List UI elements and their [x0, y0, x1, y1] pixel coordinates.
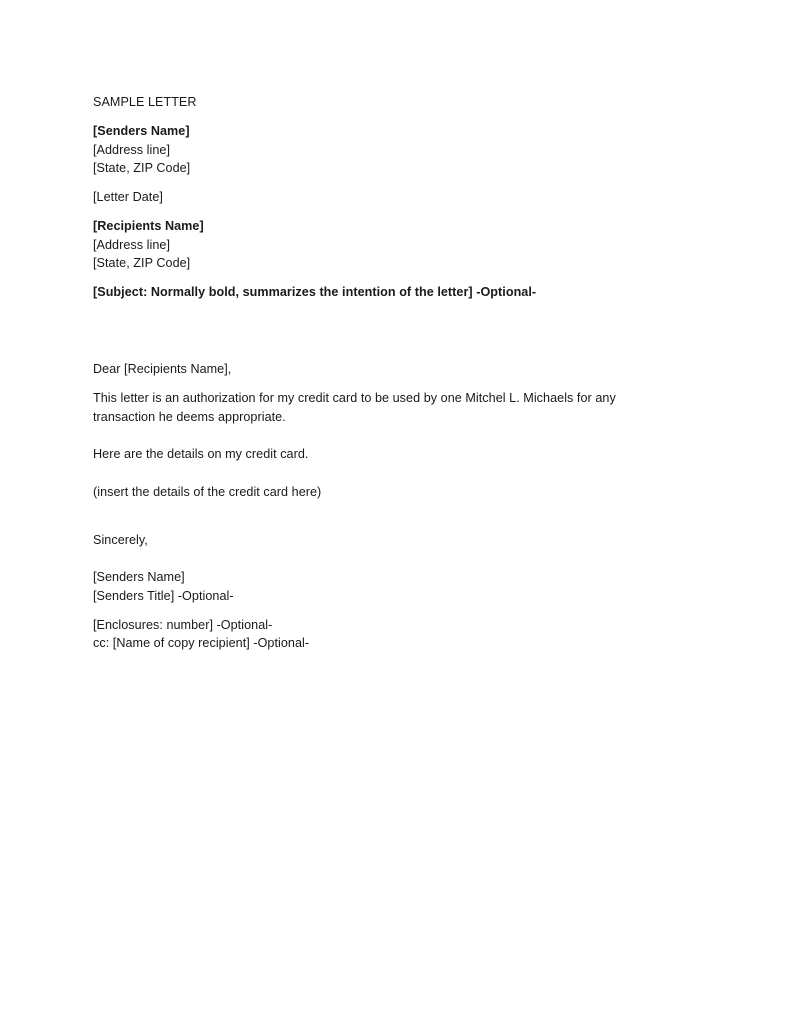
body-paragraph-1-line-2: transaction he deems appropriate. [93, 410, 286, 424]
signature-title: [Senders Title] -Optional- [93, 589, 234, 603]
sender-state-zip: [State, ZIP Code] [93, 161, 191, 175]
closing: Sincerely, [93, 533, 148, 547]
recipient-address: [Address line] [93, 238, 171, 252]
sender-address: [Address line] [93, 143, 171, 157]
body-paragraph-3: (insert the details of the credit card here) [93, 485, 322, 499]
recipient-name: [Recipients Name] [93, 219, 204, 233]
body-paragraph-1-line-1: This letter is an authorization for my credit card to be used by one Mitchel L. Michaels for any [93, 391, 616, 405]
salutation: Dear [Recipients Name], [93, 362, 232, 376]
body-paragraph-2: Here are the details on my credit card. [93, 447, 309, 461]
subject-line: [Subject: Normally bold, summarizes the intention of the letter] -Optional- [93, 285, 537, 299]
enclosures: [Enclosures: number] -Optional- [93, 618, 273, 632]
sender-name: [Senders Name] [93, 124, 190, 138]
signature-name: [Senders Name] [93, 570, 185, 584]
recipient-state-zip: [State, ZIP Code] [93, 256, 191, 270]
cc-line: cc: [Name of copy recipient] -Optional- [93, 636, 310, 650]
document-heading: SAMPLE LETTER [93, 95, 197, 109]
letter-date: [Letter Date] [93, 190, 163, 204]
